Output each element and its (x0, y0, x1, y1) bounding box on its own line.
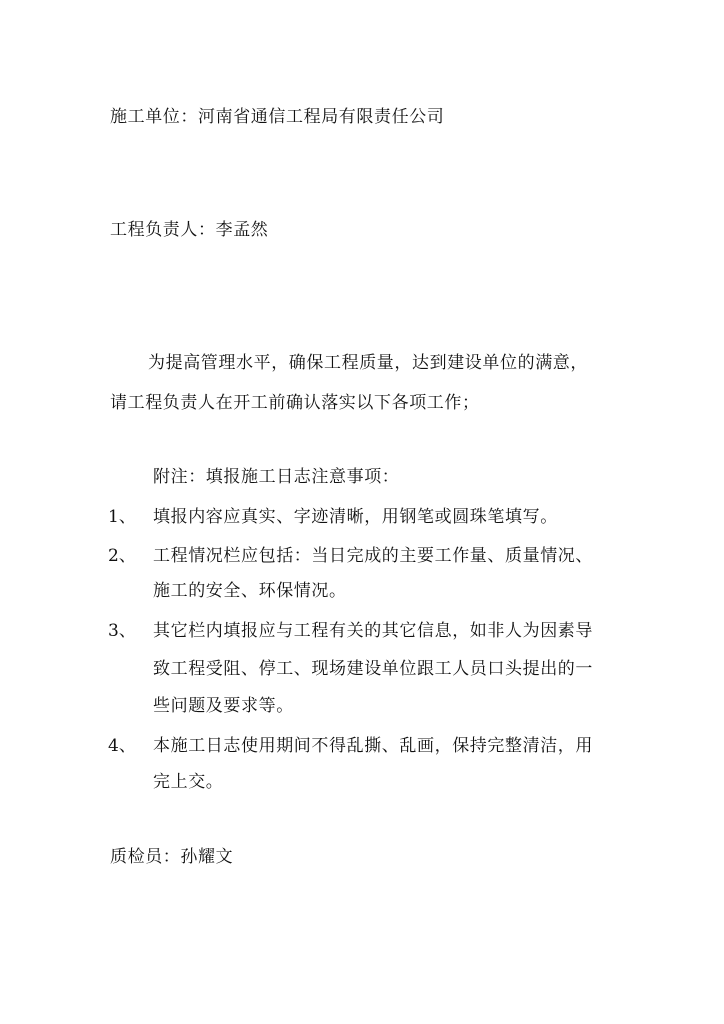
note-3-line-2: 致工程受阻、停工、现场建设单位跟工人员口头提出的一 (153, 659, 593, 679)
project-manager: 工程负责人：李孟然 (110, 220, 269, 240)
intro-line-1: 为提高管理水平，确保工程质量，达到建设单位的满意， (148, 353, 588, 373)
note-number-1: 1、 (108, 507, 136, 527)
note-1-line-1: 填报内容应真实、字迹清晰，用钢笔或圆珠笔填写。 (153, 507, 558, 527)
inspector: 质检员：孙耀文 (110, 847, 234, 867)
construction-unit: 施工单位：河南省通信工程局有限责任公司 (110, 107, 445, 127)
notes-title: 附注：填报施工日志注意事项： (153, 467, 400, 487)
intro-line-2: 请工程负责人在开工前确认落实以下各项工作； (110, 393, 480, 413)
note-3-line-1: 其它栏内填报应与工程有关的其它信息，如非人为因素导 (153, 621, 593, 641)
note-number-4: 4、 (108, 736, 136, 756)
note-4-line-1: 本施工日志使用期间不得乱撕、乱画，保持完整清洁，用 (153, 736, 593, 756)
note-4-line-2: 完上交。 (153, 772, 224, 792)
note-number-2: 2、 (108, 546, 136, 566)
note-number-3: 3、 (108, 621, 136, 641)
note-3-line-3: 些问题及要求等。 (153, 696, 294, 716)
note-2-line-2: 施工的安全、环保情况。 (153, 581, 347, 601)
note-2-line-1: 工程情况栏应包括：当日完成的主要工作量、质量情况、 (153, 546, 593, 566)
